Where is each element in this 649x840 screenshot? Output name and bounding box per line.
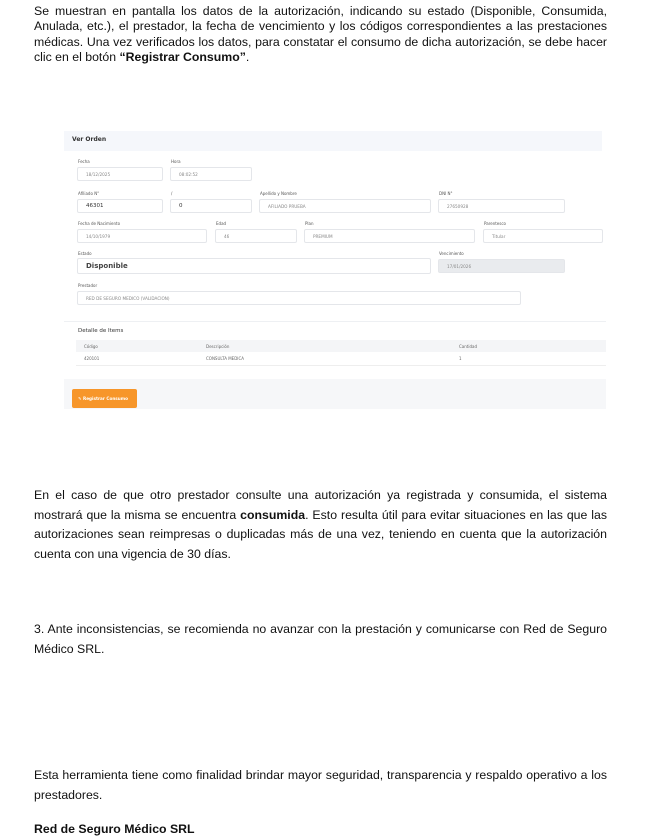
divider <box>64 321 606 322</box>
label: Parentesco <box>484 221 506 226</box>
inconsistencies-paragraph: 3. Ante inconsistencias, se recomienda no avanzar con la prestación y comunicarse con Red de Seguro Médico SRL. <box>34 622 607 656</box>
nacimiento-field[interactable]: 14/10/1979 <box>77 229 207 243</box>
edad-field[interactable]: 46 <box>215 229 297 243</box>
label: Edad <box>216 221 227 226</box>
prestador-field[interactable]: RED DE SEGURO MEDICO (VALIDACION) <box>77 291 521 305</box>
card-title: Ver Orden <box>72 136 107 143</box>
bold-text: consumida <box>240 507 306 522</box>
label: Plan <box>305 221 314 226</box>
label: Prestador <box>78 283 98 288</box>
cell-codigo: 420101 <box>84 356 100 361</box>
fecha-field[interactable]: 18/12/2025 <box>77 167 163 181</box>
bold-text: “Registrar Consumo” <box>119 49 246 64</box>
label: Fecha de Nacimiento <box>78 221 121 226</box>
table-row <box>76 352 606 366</box>
plan-field[interactable]: PREMIUM <box>304 229 475 243</box>
card-footer <box>64 379 606 409</box>
card-header <box>64 131 602 151</box>
cell-cantidad: 1 <box>459 356 462 361</box>
signature-company: Red de Seguro Médico SRL <box>34 822 195 836</box>
text: En el caso de que otro prestador consulte una autorización ya registrada y consumida, el sistema mostrará que la misma se encuentra <box>34 488 607 522</box>
label: / <box>171 191 173 196</box>
purpose-paragraph: Esta herramienta tiene como finalidad brindar mayor seguridad, transparencia y respaldo operativo a los prestadores. <box>34 768 607 802</box>
dni-field[interactable]: 27650928 <box>438 199 565 213</box>
hora-field[interactable]: 08:02:52 <box>170 167 252 181</box>
registrar-consumo-button[interactable] <box>72 389 137 408</box>
text: Se muestran en pantalla los datos de la autorización, indicando su estado (Disponible, Consumida, Anulada, etc.), el prestador, la fecha de vencimiento y los códigos correspondientes a las prestaciones médicas. Una vez verificados los datos, para constatar el consumo de dicha autorización, se debe hacer clic en el botón <box>34 4 607 64</box>
label: Fecha <box>78 159 90 164</box>
column-header: Código <box>84 344 98 349</box>
label: Estado <box>78 251 92 256</box>
label: Apellido y Nombre <box>260 191 297 196</box>
label: Vencimiento <box>439 251 464 256</box>
intro-paragraph <box>34 4 607 65</box>
afiliado-field[interactable]: 46301 <box>77 199 163 213</box>
sub-afiliado-field[interactable]: 0 <box>170 199 252 213</box>
parentesco-field[interactable]: Titular <box>483 229 603 243</box>
text: . Esto resulta útil para evitar situaciones en las que las autorizaciones sean reimpresas o duplicadas más de una vez, teniendo en cuenta que la autorización cuenta con una vigencia de 30 días. <box>34 507 607 561</box>
column-header: Descripción <box>206 344 230 349</box>
items-title: Detalle de Items <box>78 328 124 334</box>
label: Hora <box>171 159 181 164</box>
column-header: Cantidad <box>459 344 477 349</box>
cell-descripcion: CONSULTA MEDICA <box>206 356 244 361</box>
table-header <box>76 340 606 352</box>
edit-icon: ✎ <box>78 396 83 401</box>
vencimiento-field: 17/01/2026 <box>438 259 565 273</box>
label: DNI N° <box>439 191 453 196</box>
nombre-field[interactable]: AFILIADO PRUEBA <box>259 199 431 213</box>
text: . <box>245 49 250 64</box>
button-label: Registrar Consumo <box>82 396 129 401</box>
order-screenshot <box>64 131 606 411</box>
estado-field[interactable]: Disponible <box>77 258 431 274</box>
consumed-paragraph <box>34 486 607 564</box>
label: Afiliado N° <box>78 191 100 196</box>
